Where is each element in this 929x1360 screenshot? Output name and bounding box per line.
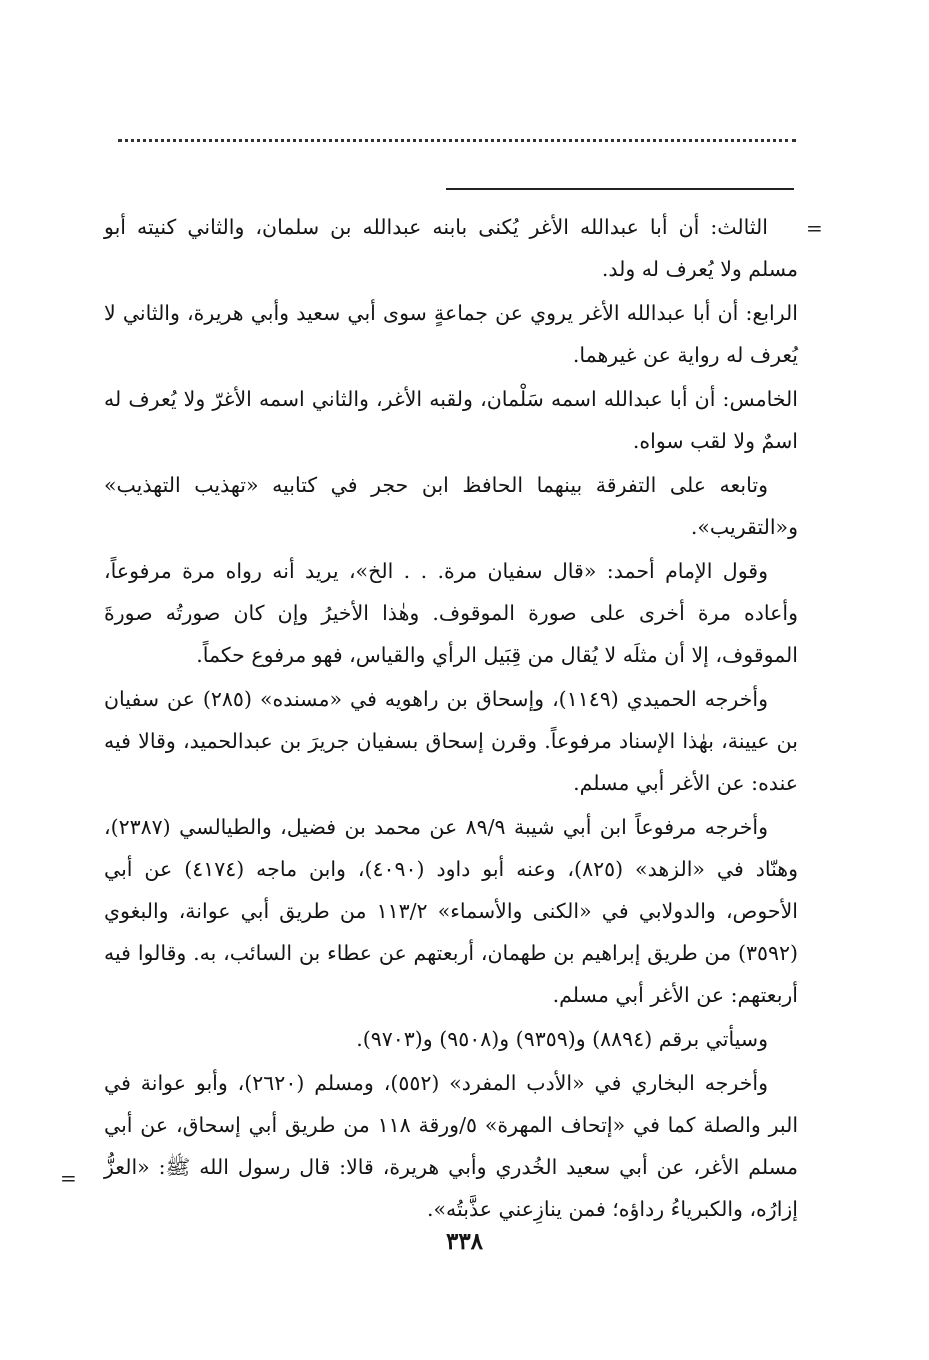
footnote-body <box>104 206 798 1230</box>
page-number: ٣٣٨ <box>445 1228 484 1255</box>
dotted-separator <box>118 139 796 142</box>
footnote-paragraph: وتابعه على التفرقة بينهما الحافظ ابن حجر في كتابيه «تهذيب التهذيب» و«التقريب». <box>104 473 798 539</box>
footnote-paragraph: وأخرجه مرفوعاً ابن أبي شيبة ٨٩/٩ عن محمد بن فضيل، والطيالسي (٢٣٨٧)، وهنّاد في «الزهد» (٨٢٥)، وعنه أبو داود (٤٠٩٠)، وابن ماجه (٤١٧٤) عن أبي الأحوص، والدولابي في «الكنى والأسماء» ١١٣/٢ من طريق أبي عوانة، والبغوي (٣٥٩٢) من طريق إبراهيم بن طهمان، أربعتهم عن عطاء بن السائب، به. وقالوا فيه أربعتهم: عن الأغر أبي مسلم. <box>104 815 798 1007</box>
footnote-paragraph: الخامس: أن أبا عبدالله اسمه سَلْمان، ولقبه الأغر، والثاني اسمه الأغرّ ولا يُعرف له اسمٌ ولا لقب سواه. <box>104 387 798 453</box>
continuation-mark-top: = <box>806 216 823 240</box>
footnote-paragraph: وسيأتي برقم (٨٨٩٤) و(٩٣٥٩) و(٩٥٠٨) و(٩٧٠٣). <box>356 1027 768 1051</box>
footnote-paragraph: وقول الإمام أحمد: «قال سفيان مرة. . . الخ»، يريد أنه رواه مرة مرفوعاً، وأعاده مرة أخرى على صورة الموقوف. وهٰذا الأخيرُ وإن كان صورتُه صورةَ الموقوف، إلا أن مثلَه لا يُقال من قِبَيل الرأي والقياس، فهو مرفوع حكماً. <box>104 559 798 667</box>
footnote-paragraph: الرابع: أن أبا عبدالله الأغر يروي عن جماعةٍ سوى أبي سعيد وأبي هريرة، والثاني لا يُعرف له رواية عن غيرهما. <box>104 301 798 367</box>
footnote-paragraph: الثالث: أن أبا عبدالله الأغر يُكنى بابنه عبدالله بن سلمان، والثاني كنيته أبو مسلم ولا يُعرف له ولد. <box>104 215 798 281</box>
continuation-mark-bottom: = <box>60 1166 77 1190</box>
footnote-rule <box>446 188 794 190</box>
footnote-paragraph: وأخرجه الحميدي (١١٤٩)، وإسحاق بن راهويه في «مسنده» (٢٨٥) عن سفيان بن عيينة، بهٰذا الإسناد مرفوعاً. وقرن إسحاق بسفيان جريرَ بن عبدالحميد، وقالا فيه عنده: عن الأغر أبي مسلم. <box>104 687 798 795</box>
footnote-paragraph: وأخرجه البخاري في «الأدب المفرد» (٥٥٢)، ومسلم (٢٦٢٠)، وأبو عوانة في البر والصلة كما في «إتحاف المهرة» ٥/ورقة ١١٨ من طريق أبي إسحاق، عن أبي مسلم الأغر، عن أبي سعيد الخُدري وأبي هريرة، قالا: قال رسول الله ﷺ: «العزُّ إزارُه، والكبرياءُ رداؤه؛ فمن ينازِعني عذَّبتُه». <box>104 1071 799 1221</box>
